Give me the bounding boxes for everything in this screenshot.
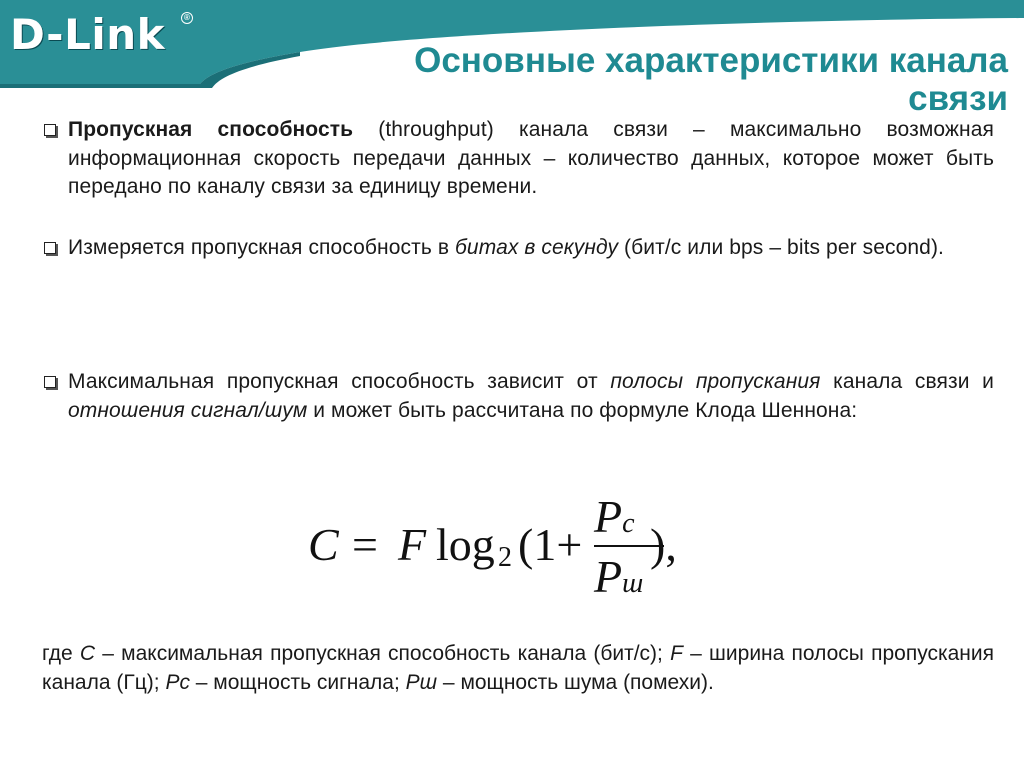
numerator-P: P — [594, 491, 623, 542]
registered-mark-icon: ® — [181, 12, 193, 24]
term-throughput: Пропускная способность — [68, 118, 354, 141]
formula-F: F — [398, 519, 427, 570]
legend-text: – мощность сигнала; — [189, 670, 406, 694]
bullet-text — [68, 116, 994, 202]
denominator-subscript: ш — [622, 568, 644, 599]
legend-text: – максимальная пропускная способность канала (бит/с); — [95, 642, 671, 665]
bullet-shannon-intro — [42, 368, 994, 425]
formula-log: log — [436, 519, 495, 570]
bullet-post: (бит/с или bps – bits per second). — [618, 236, 944, 259]
denominator-P: P — [594, 551, 623, 602]
bullet-measurement-units — [42, 234, 994, 263]
checkbox-bullet-icon — [44, 124, 56, 136]
checkbox-bullet-icon — [44, 376, 56, 388]
formula-equals: = — [352, 519, 378, 570]
bullet-throughput-definition — [42, 116, 994, 202]
legend-text: – ширина полосы пропускания канала (Гц); — [42, 642, 995, 694]
title-line-1: Основные характеристики канала — [414, 41, 1008, 80]
bullet-pre: Максимальная пропускная способность зависит от — [68, 370, 611, 393]
slide-header — [0, 0, 1024, 118]
slide-title — [288, 42, 1008, 118]
legend-var-F: F — [670, 642, 683, 665]
numerator-subscript: c — [622, 508, 635, 539]
legend-text: – мощность шума (помехи). — [437, 670, 714, 694]
legend-var-Psh: Pш — [405, 670, 438, 694]
formula-C: C — [308, 519, 339, 570]
legend-var-C: C — [79, 642, 96, 665]
shannon-formula — [308, 486, 708, 616]
bullet-pre: Измеряется пропускная способность в — [68, 236, 456, 259]
bullet-post: и может быть рассчитана по формуле Клода Шеннона: — [307, 398, 858, 422]
bullet-emphasis: битах в секунду — [455, 236, 619, 259]
formula-legend — [42, 640, 994, 697]
bullet-emphasis-bandwidth: полосы пропускания — [610, 370, 821, 393]
formula-open: (1+ — [518, 519, 583, 570]
formula-numerator — [594, 490, 635, 543]
title-line-2: связи — [908, 79, 1008, 118]
bullet-text — [68, 234, 994, 263]
legend-var-Pc: Pc — [165, 670, 190, 694]
bullet-rest: (throughput) канала связи – максимально возможная информационная скорость передачи данных – количество данных, которое может быть передано по каналу связи за единицу времени. — [68, 118, 994, 198]
formula-close: ), — [650, 519, 677, 570]
formula-denominator — [594, 550, 643, 603]
checkbox-bullet-icon — [44, 242, 56, 254]
bullet-mid: канала связи и — [820, 370, 994, 393]
legend-text: где — [42, 642, 80, 665]
bullet-text — [68, 368, 994, 425]
bullet-emphasis-snr: отношения сигнал/шум — [68, 398, 308, 422]
formula-log-base: 2 — [498, 542, 512, 573]
dlink-logo: D-Link — [10, 10, 166, 59]
